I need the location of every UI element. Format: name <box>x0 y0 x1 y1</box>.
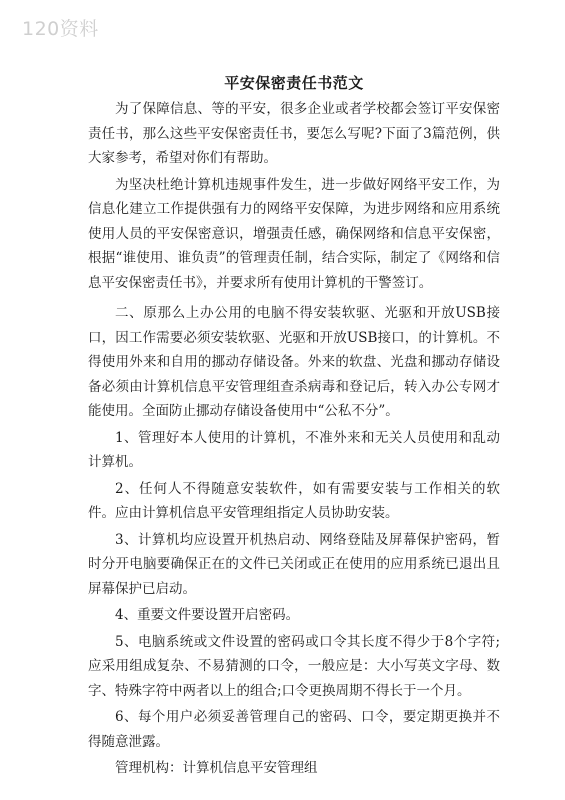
watermark-logo: 120资料 <box>22 18 99 40</box>
paragraph-item-4: 4、重要文件要设置开启密码。 <box>115 607 300 623</box>
paragraph-purpose: 为坚决杜绝计算机违规事件发生，进一步做好网络平安工作，为信息化建立工作提供强有力的网络平安保障，为进步网络和应用系统使用人员的平安保密意识，增强责任感，确保网络和信息平安保密，根据“谁使用、谁负责”的管理责任制，结合实际，制定了《网络和信息平安保密责任书》，并要求所有使用计算机的干警签订。 <box>88 176 500 291</box>
paragraph-intro: 为了保障信息、等的平安，很多企业或者学校都会签订平安保密责任书，那么这些平安保密责任书，要怎么写呢?下面了3篇范例，供大家参考，希望对你们有帮助。 <box>88 101 500 166</box>
paragraph-item-6: 6、每个用户必须妥善管理自己的密码、口令，要定期更换并不得随意泄露。 <box>88 709 500 750</box>
paragraph-item-1: 1、管理好本人使用的计算机，不准外来和无关人员使用和乱动计算机。 <box>88 429 500 470</box>
document-body <box>88 72 500 781</box>
paragraph-management: 管理机构：计算机信息平安管理组 <box>115 760 318 776</box>
paragraph-item-5: 5、电脑系统或文件设置的密码或口令其长度不得少于8个字符;应采用组成复杂、不易猜测的口令，一般应是：大小写英文字母、数字、特殊字符中两者以上的组合;口令更换周期不得长于一个月。 <box>88 633 500 699</box>
document-title: 平安保密责任书范文 <box>224 74 364 92</box>
paragraph-section-two: 二、原那么上办公用的电脑不得安装软驱、光驱和开放USB接口，因工作需要必须安装软驱、光驱和开放USB接口，的计算机。不得使用外来和自用的挪动存储设备。外来的软盘、光盘和挪动存储设备必须由计算机信息平安管理组查杀病毒和登记后，转入办公专网才能使用。全面防止挪动存储设备使用中“公私不分”。 <box>88 305 500 419</box>
paragraph-item-2: 2、任何人不得随意安装软件，如有需要安装与工作相关的软件。应由计算机信息平安管理组指定人员协助安装。 <box>88 480 500 521</box>
paragraph-item-3: 3、计算机均应设置开机热启动、网络登陆及屏幕保护密码，暂时分开电脑要确保正在的文件已关闭或正在使用的应用系统已退出且屏幕保护已启动。 <box>88 531 500 597</box>
